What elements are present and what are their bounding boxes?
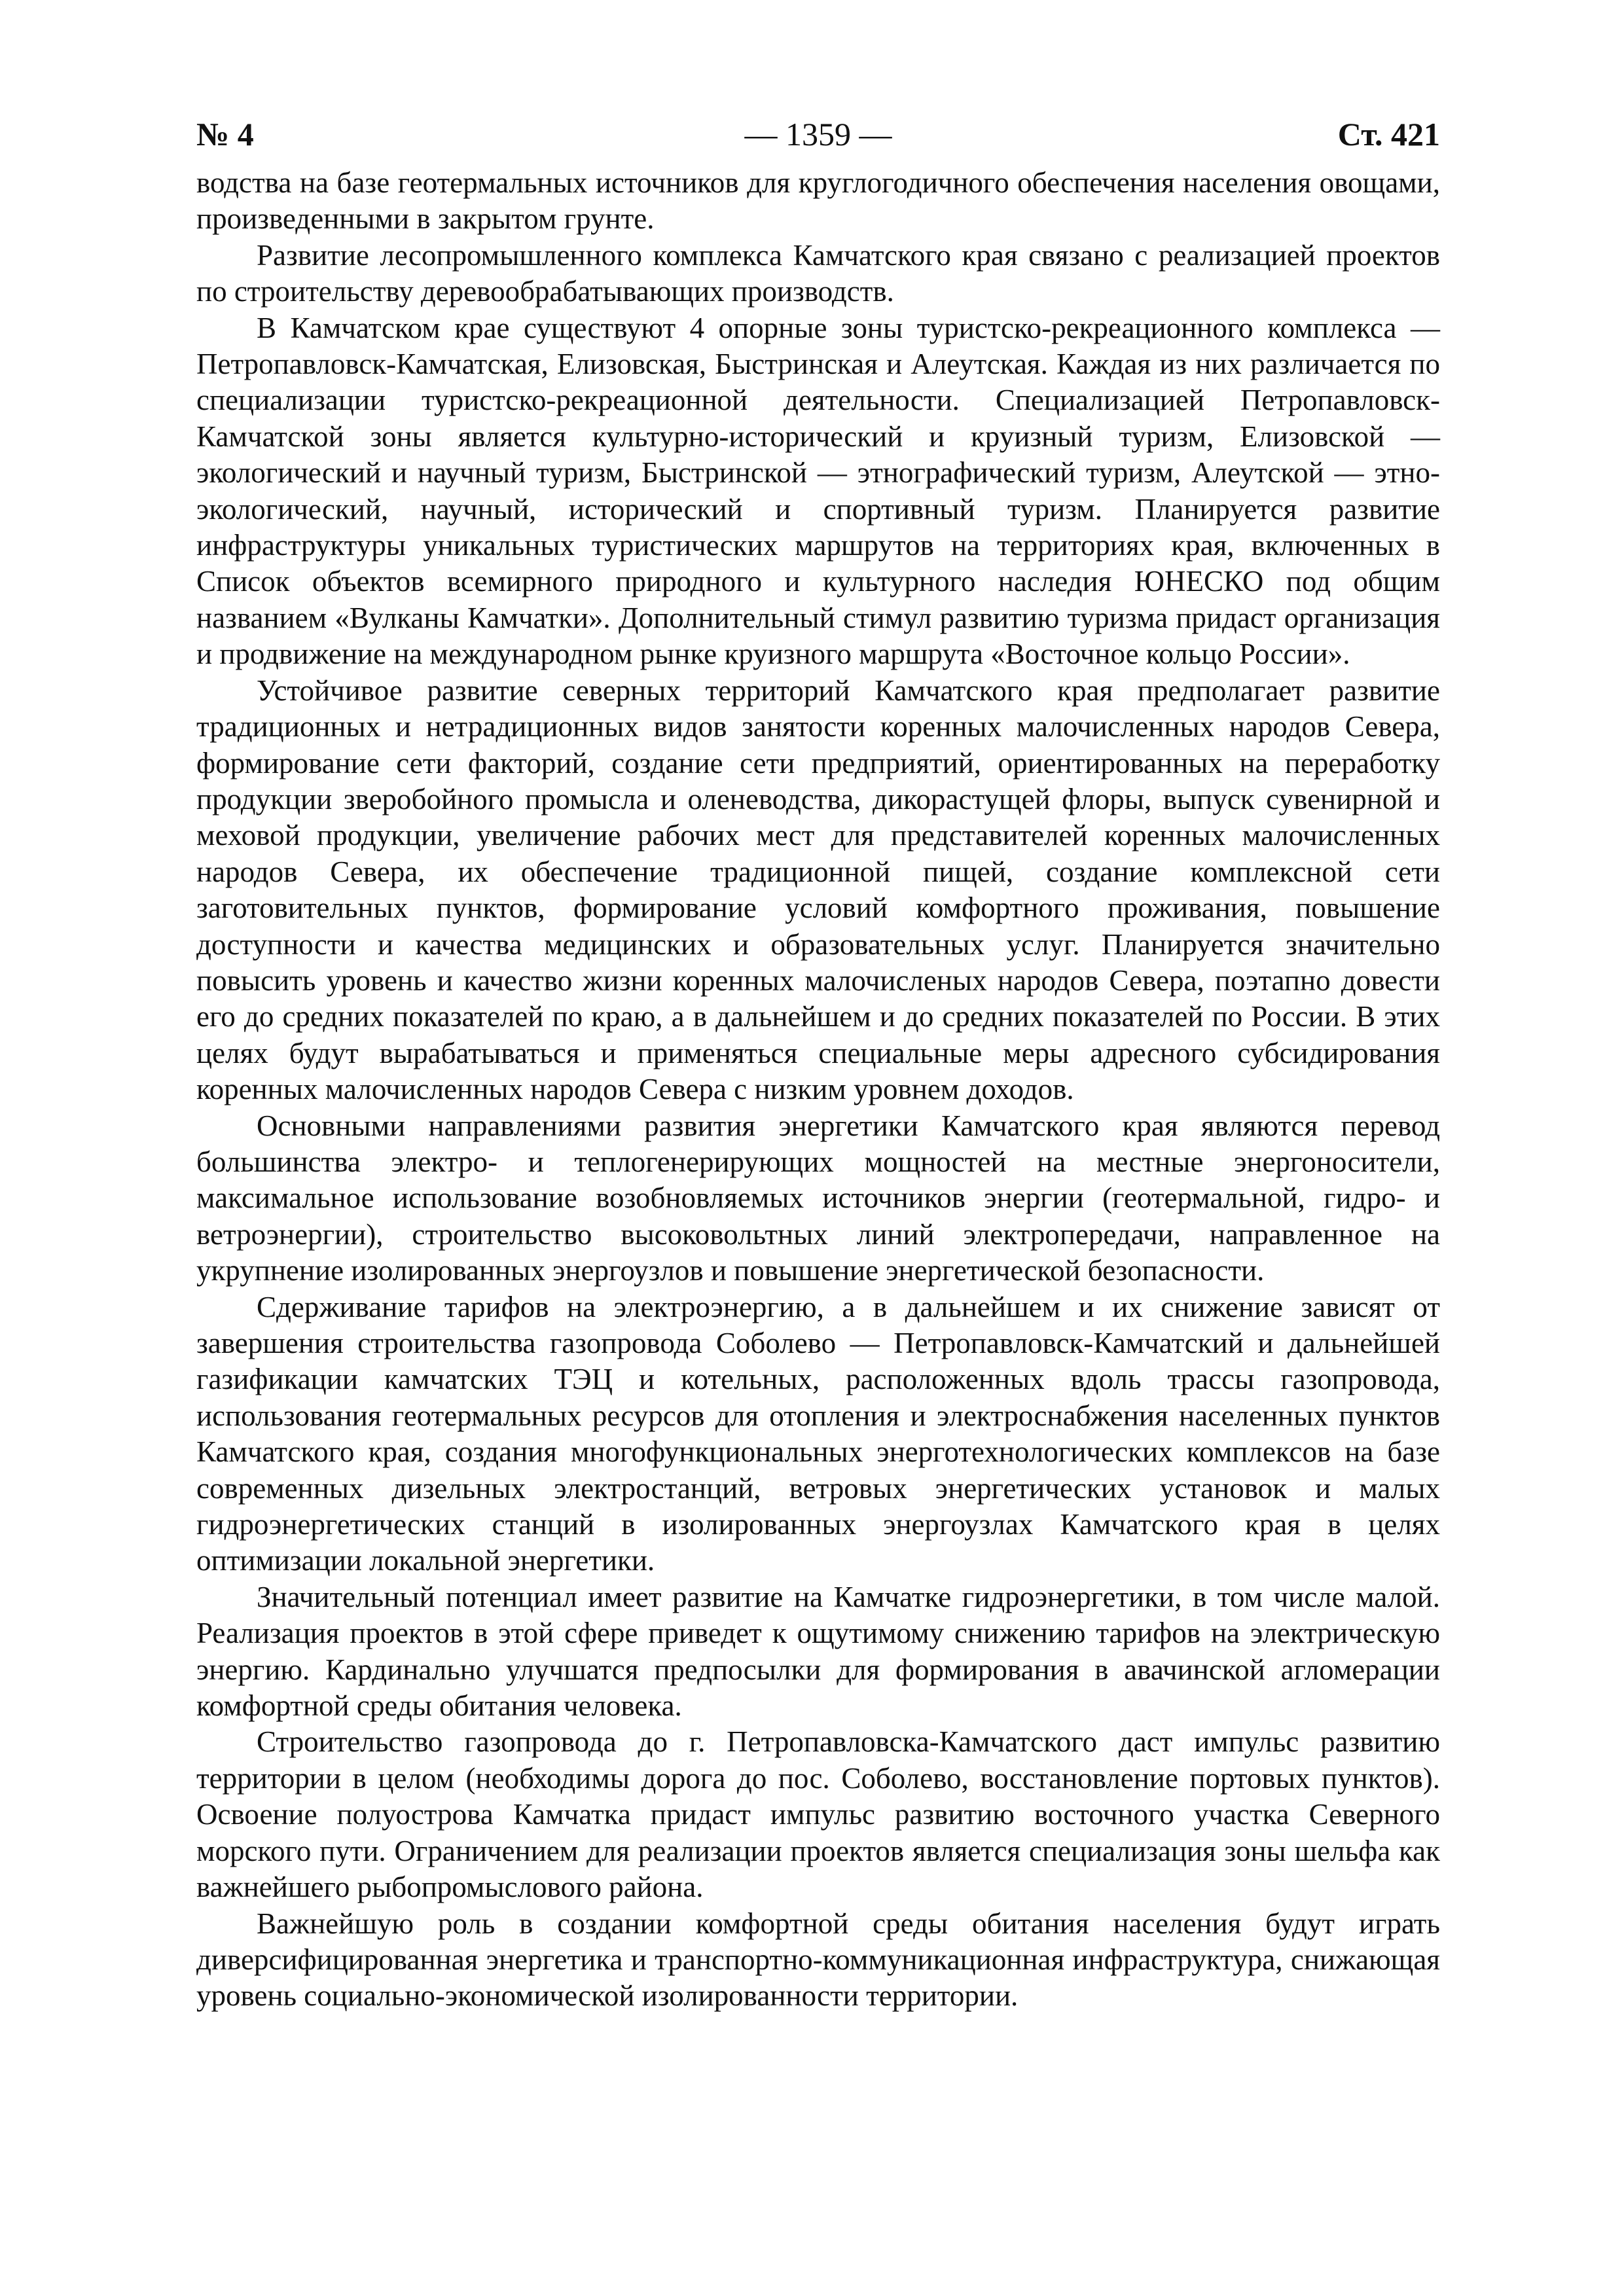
paragraph: Строительство газопровода до г. Петропавловска-Камчатского даст импульс развитию территории в целом (необходимы дорога до пос. Соболево, восстановление портовых пунктов). Освоение полуострова Камчатка придаст импульс развитию восточного участка Северного морского пути. Ограничением для реализации проектов является специализация зоны шельфа как важнейшего рыбопромыслового района. [196, 1725, 1440, 1904]
document-body [196, 165, 1440, 2015]
paragraph: Развитие лесопромышленного комплекса Камчатского края связано с реализацией проектов по строительству деревообрабатывающих производств. [196, 238, 1440, 308]
document-page [196, 111, 1440, 2015]
article-number: Ст. 421 [1337, 116, 1440, 152]
paragraph: водства на базе геотермальных источников для круглогодичного обеспечения населения овощами, произведенными в закрытом грунте. [196, 166, 1440, 236]
paragraph: Основными направлениями развития энергетики Камчатского края являются перевод большинства электро- и теплогенерирующих мощностей на местные энергоносители, максимальное использование возобновляемых источников энергии (геотермальной, гидро- и ветроэнергии), строительство высоковольтных линий электропередачи, направленное на укрупнение изолированных энергоузлов и повышение энергетической безопасности. [196, 1109, 1440, 1287]
issue-number: № 4 [196, 116, 254, 152]
paragraph: Значительный потенциал имеет развитие на Камчатке гидроэнергетики, в том числе малой. Реализация проектов в этой сфере приведет к ощутимому снижению тарифов на электрическую энергию. Кардинально улучшатся предпосылки для формирования в авачинской агломерации комфортной среды обитания человека. [196, 1580, 1440, 1723]
page-number: — 1359 — [744, 116, 892, 152]
paragraph: В Камчатском крае существуют 4 опорные зоны туристско-рекреационного комплекса — Петропавловск-Камчатская, Елизовская, Быстринская и Алеутская. Каждая из них различается по специализации туристско-рекреационной деятельности. Специализацией Петропавловск-Камчатской зоны является культурно-исторический и круизный туризм, Елизовской — экологический и научный туризм, Быстринской — этнографический туризм, Алеутской — этно-экологический, научный, исторический и спортивный туризм. Планируется развитие инфраструктуры уникальных туристических маршрутов на территориях края, включенных в Список объектов всемирного природного и культурного наследия ЮНЕСКО под общим названием «Вулканы Камчатки». Дополнительный стимул развитию туризма придаст организация и продвижение на международном рынке круизного маршрута «Восточное кольцо России». [196, 311, 1440, 671]
paragraph: Сдерживание тарифов на электроэнергию, а в дальнейшем и их снижение зависят от завершения строительства газопровода Соболево — Петропавловск-Камчатский и дальнейшей газификации камчатских ТЭЦ и котельных, расположенных вдоль трассы газопровода, использования геотермальных ресурсов для отопления и электроснабжения населенных пунктов Камчатского края, создания многофункциональных энерготехнологических комплексов на базе современных дизельных электростанций, ветровых энергетических установок и малых гидроэнергетических станций в изолированных энергоузлах Камчатского края в целях оптимизации локальной энергетики. [196, 1290, 1440, 1577]
paragraph: Устойчивое развитие северных территорий Камчатского края предполагает развитие традиционных и нетрадиционных видов занятости коренных малочисленных народов Севера, формирование сети факторий, создание сети предприятий, ориентированных на переработку продукции зверобойного промысла и оленеводства, дикорастущей флоры, выпуск сувенирной и меховой продукции, увеличение рабочих мест для представителей коренных малочисленных народов Севера, их обеспечение традиционной пищей, создание комплексной сети заготовительных пунктов, формирование условий комфортного проживания, повышение доступности и качества медицинских и образовательных услуг. Планируется значительно повысить уровень и качество жизни коренных малочисленых народов Севера, поэтапно довести его до средних показателей по краю, а в дальнейшем и до средних показателей по России. В этих целях будут вырабатываться и применяться специальные меры адресного субсидирования коренных малочисленных народов Севера с низким уровнем доходов. [196, 673, 1440, 1106]
paragraph: Важнейшую роль в создании комфортной среды обитания населения будут играть диверсифицированная энергетика и транспортно-коммуникационная инфраструктура, снижающая уровень социально-экономической изолированности территории. [196, 1907, 1440, 2013]
page-header [196, 111, 1440, 157]
